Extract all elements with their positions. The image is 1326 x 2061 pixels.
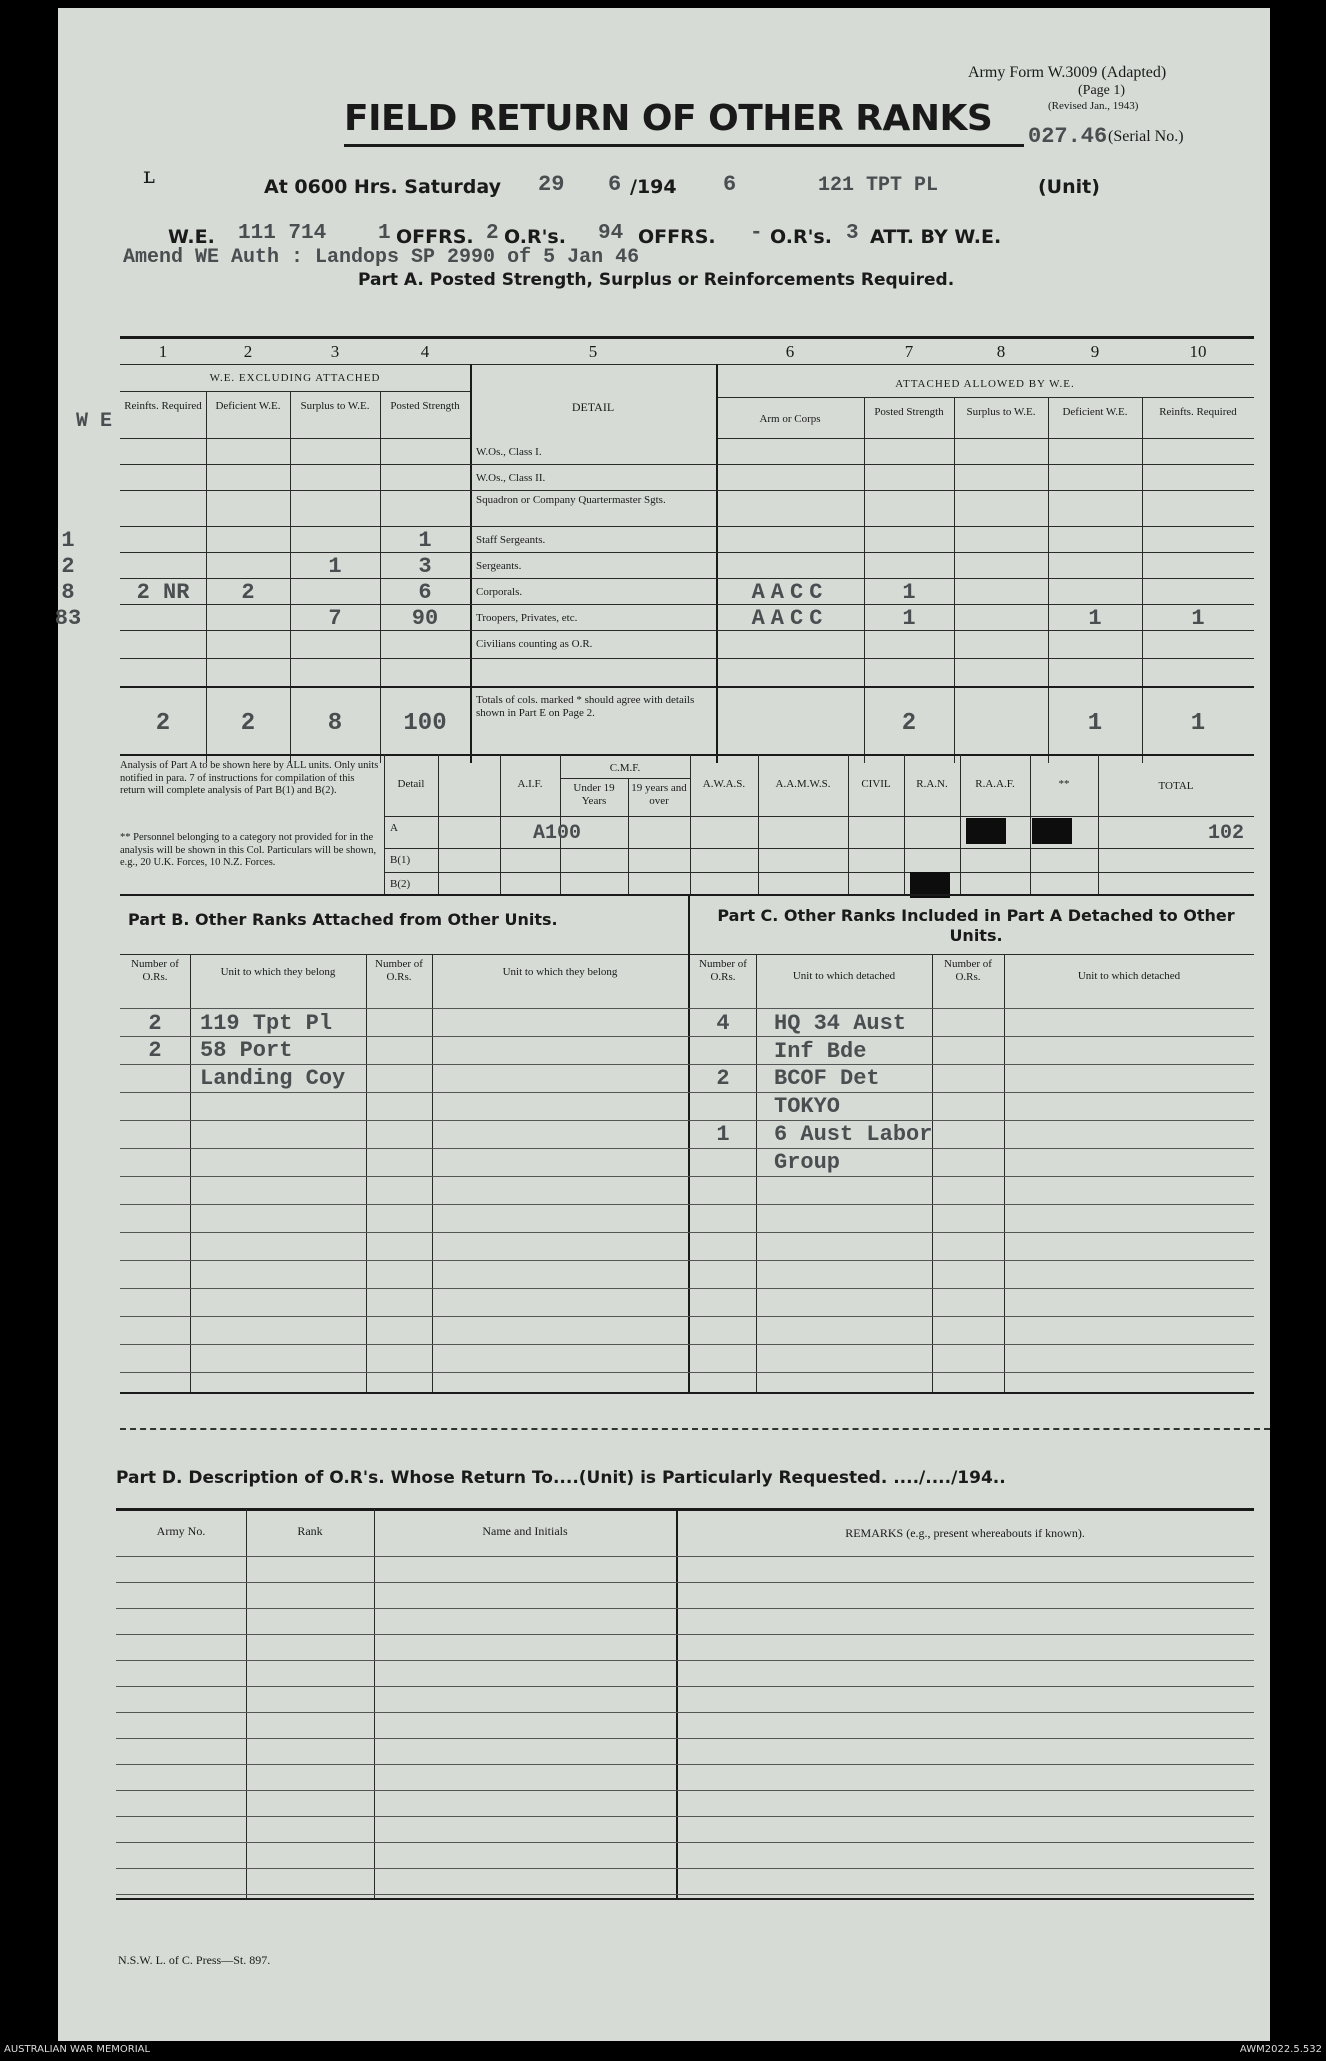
analysis-rule	[384, 848, 1254, 849]
ruled-line	[116, 1634, 1254, 1635]
row-b1-label: B(1)	[390, 854, 411, 866]
grid-line	[1142, 397, 1143, 763]
header-rule-left	[120, 438, 470, 439]
civil-label: CIVIL	[861, 778, 891, 790]
or-label-1: O.R's.	[504, 226, 566, 248]
grid-line	[1030, 754, 1031, 894]
or-value-1: 2	[486, 222, 499, 245]
ruled-line	[120, 1008, 1254, 1009]
perforation	[120, 1428, 1270, 1430]
part-d-bottom-rule	[116, 1898, 1254, 1900]
d-h-remarks: REMARKS (e.g., present whereabouts if known).	[845, 1526, 1085, 1540]
ruled-line	[120, 1288, 1254, 1289]
ruled-line	[116, 1790, 1254, 1791]
row-margin-cell: 8	[61, 580, 75, 605]
part-c-rule	[690, 954, 1254, 955]
row-c3-cell: 7	[328, 606, 342, 631]
ruled-line	[120, 1036, 1254, 1037]
footer-right: AWM2022.5.532	[1239, 2044, 1322, 2055]
ran-label: R.A.N.	[916, 778, 948, 790]
grid-line	[756, 954, 757, 1392]
row-b2-label: B(2)	[390, 878, 411, 890]
row-detail: Staff Sergeants.	[476, 534, 546, 546]
h-arm-corps: Arm or Corps	[759, 413, 821, 425]
row-c6-cell: AACC	[751, 606, 829, 631]
att-value: 3	[846, 222, 859, 245]
ruled-line	[116, 1894, 1254, 1895]
unit-value: 121 TPT PL	[818, 174, 939, 197]
cmf-label: C.M.F.	[609, 762, 641, 774]
analysis-note-2: ** Personnel belonging to a category not provided for in the analysis will be shown in this Col. Particulars will be shown, e.g., 20 U.K. Forces, 10 N.Z. Forces.	[120, 832, 377, 868]
we-value: 111 714	[238, 222, 327, 245]
cmf-rule	[560, 778, 690, 779]
ruled-line	[120, 1260, 1254, 1261]
year-prefix: /194	[630, 176, 677, 198]
grid-line	[1048, 397, 1049, 763]
colnum: 10	[1189, 342, 1207, 361]
h-posted-r: Posted Strength	[874, 406, 944, 418]
grid-line	[904, 754, 905, 894]
colnum: 1	[158, 342, 168, 361]
row-c4-cell: 6	[418, 580, 432, 605]
h-deficient: Deficient W.E.	[215, 400, 281, 412]
c-unit-1: HQ 34 Aust	[774, 1011, 907, 1036]
total-c2: 2	[240, 710, 256, 737]
row-c4-cell: 1	[418, 528, 432, 553]
grid-line	[432, 954, 433, 1392]
row-detail: Troopers, Privates, etc.	[476, 612, 578, 624]
bc-bottom-rule	[120, 1392, 1254, 1394]
ruled-line	[116, 1660, 1254, 1661]
detail-label: Detail	[397, 778, 425, 790]
row-detail: Squadron or Company Quartermaster Sgts.	[476, 494, 666, 506]
raaf-label: R.A.A.F.	[975, 778, 1015, 790]
grid-line	[366, 954, 367, 1392]
form-page: (Page 1)	[1078, 83, 1126, 98]
c-num-3: 2	[716, 1066, 730, 1091]
ruled-line	[120, 1372, 1254, 1373]
a-total-value: 102	[1208, 822, 1245, 845]
grid-line	[848, 754, 849, 894]
ruled-line	[116, 1868, 1254, 1869]
right-group-header: ATTACHED ALLOWED BY W.E.	[895, 378, 1075, 390]
other-label: **	[1058, 778, 1070, 790]
total-c10: 1	[1190, 710, 1206, 737]
grid-line	[206, 391, 207, 763]
row-margin-cell: 83	[54, 606, 82, 631]
c-num-1: 4	[716, 1011, 730, 1036]
row-rule	[120, 464, 1254, 465]
part-a-top-rule	[120, 336, 1254, 339]
h-detail: DETAIL	[571, 400, 615, 414]
row-detail: Sergeants.	[476, 560, 522, 572]
ruled-line	[120, 1092, 1254, 1093]
ruled-line	[120, 1148, 1254, 1149]
year-suffix: 6	[723, 172, 737, 197]
title-underline	[344, 144, 1024, 147]
grid-line	[246, 1508, 247, 1898]
row-c4-cell: 90	[411, 606, 439, 631]
grid-line	[500, 754, 501, 894]
row-c10-cell: 1	[1191, 606, 1205, 631]
grid-line	[190, 954, 191, 1392]
b-h-number: Number of O.Rs.	[131, 958, 179, 983]
colnum: 3	[330, 342, 340, 361]
row-detail: W.Os., Class I.	[476, 446, 542, 458]
ruled-line	[120, 1176, 1254, 1177]
c-unit-3: BCOF Det	[774, 1066, 880, 1091]
part-b-rule	[120, 954, 688, 955]
colnum: 8	[996, 342, 1006, 361]
serial-value: 027.46	[1028, 124, 1108, 149]
ruled-line	[116, 1764, 1254, 1765]
row-detail: Corporals.	[476, 586, 523, 598]
left-group-header: W.E. EXCLUDING ATTACHED	[209, 372, 381, 384]
row-rule	[120, 552, 1254, 553]
ruled-line	[116, 1686, 1254, 1687]
offrs-value-2: 94	[598, 222, 624, 245]
aamws-label: A.A.M.W.S.	[775, 778, 831, 790]
c-unit-6: Group	[774, 1150, 841, 1175]
form-title: FIELD RETURN OF OTHER RANKS	[344, 98, 993, 139]
form-id: Army Form W.3009 (Adapted)	[968, 64, 1167, 81]
b-unit-1: 119 Tpt Pl	[200, 1011, 333, 1036]
b-h-unit-2: Unit to which they belong	[502, 966, 618, 978]
d-h-army: Army No.	[156, 1524, 206, 1538]
month-value: 6	[608, 172, 622, 197]
under19-label: Under 19 Years	[573, 782, 615, 807]
day-value: 29	[538, 172, 565, 197]
colnum: 5	[588, 342, 598, 361]
analysis-rule	[384, 872, 1254, 873]
h-deficient-r: Deficient W.E.	[1062, 406, 1128, 418]
total-c3: 8	[327, 710, 343, 737]
row-c3-cell: 1	[328, 554, 342, 579]
grid-line	[758, 754, 759, 894]
part-a-bottom-rule	[120, 754, 1254, 756]
right-group-rule	[716, 397, 1254, 398]
redaction-block	[966, 818, 1006, 844]
h-reinfts: Reinfts. Required	[124, 400, 202, 412]
total-label: TOTAL	[1158, 780, 1194, 792]
row-margin-cell: 2	[61, 554, 75, 579]
totals-rule	[120, 686, 1254, 688]
ruled-line	[120, 1316, 1254, 1317]
grid-line	[960, 754, 961, 894]
awas-label: A.W.A.S.	[702, 778, 746, 790]
row-c4-cell: 3	[418, 554, 432, 579]
row-margin-cell: 1	[61, 528, 75, 553]
part-c-title: Part C. Other Ranks Included in Part A Detached to Other Units.	[717, 906, 1235, 945]
row-detail: Civilians counting as O.R.	[476, 638, 593, 650]
amend-text: Amend WE Auth : Landops SP 2990 of 5 Jan 46	[123, 246, 640, 269]
ruled-line	[116, 1712, 1254, 1713]
pen-mark: ʟ	[143, 164, 155, 189]
or-value-2: -	[750, 222, 763, 245]
row-c1-cell: 2 NR	[136, 580, 190, 605]
grid-line	[954, 397, 955, 763]
b-unit-2: 58 Port	[200, 1038, 293, 1063]
left-group-rule	[120, 391, 470, 392]
ruled-line	[120, 1120, 1254, 1121]
unit-label: (Unit)	[1038, 176, 1100, 198]
aif-label: A.I.F.	[517, 778, 543, 790]
form-revised: (Revised Jan., 1943)	[1048, 100, 1139, 112]
ruled-line	[116, 1842, 1254, 1843]
a-aif-value: A100	[533, 822, 582, 845]
row-c9-cell: 1	[1088, 606, 1102, 631]
colnum-rule	[120, 364, 1254, 365]
ruled-line	[116, 1582, 1254, 1583]
colnum: 7	[904, 342, 914, 361]
or-label-2: O.R's.	[770, 226, 832, 248]
grid-line	[690, 754, 691, 894]
footer-left: AUSTRALIAN WAR MEMORIAL	[4, 2044, 151, 2055]
h-posted: Posted Strength	[390, 400, 460, 412]
part-b-title: Part B. Other Ranks Attached from Other Units.	[128, 910, 558, 929]
offrs-label-1: OFFRS.	[396, 226, 474, 248]
att-label: ATT. BY W.E.	[870, 226, 1002, 248]
total-c7: 2	[901, 710, 917, 737]
redaction-block	[1032, 818, 1072, 844]
row-detail: W.Os., Class II.	[476, 472, 546, 484]
row-rule	[120, 658, 1254, 659]
part-d-top-rule	[116, 1508, 1254, 1511]
part-a-title: Part A. Posted Strength, Surplus or Reinforcements Required.	[358, 270, 955, 290]
colnum: 4	[420, 342, 430, 361]
archive-footer	[0, 2041, 1326, 2061]
totals-detail: Totals of cols. marked * should agree with details shown in Part E on Page 2.	[476, 694, 695, 719]
row-rule	[120, 526, 1254, 527]
grid-line	[438, 754, 439, 894]
h-surplus-r: Surplus to W.E.	[966, 406, 1036, 418]
row-c7-cell: 1	[902, 580, 916, 605]
grid-line	[374, 1508, 375, 1898]
offrs-label-2: OFFRS.	[638, 226, 716, 248]
total-c9: 1	[1087, 710, 1103, 737]
we-label: W.E.	[168, 226, 215, 248]
ruled-line	[120, 1344, 1254, 1345]
colnum: 2	[243, 342, 253, 361]
part-d-title: Part D. Description of O.R's. Whose Return To....(Unit) is Particularly Requested. ..../..../194..	[116, 1468, 1006, 1488]
ruled-line	[116, 1738, 1254, 1739]
serial-label: (Serial No.)	[1108, 128, 1184, 145]
total-c1: 2	[155, 710, 171, 737]
d-h-name: Name and Initials	[482, 1524, 568, 1538]
c-num-5: 1	[716, 1122, 730, 1147]
b-unit-3: Landing Coy	[200, 1066, 346, 1091]
row-a-label: A	[390, 822, 398, 834]
b-h-unit: Unit to which they belong	[220, 966, 336, 978]
grid-line	[470, 364, 472, 763]
form-sheet	[54, 8, 1270, 2041]
c-unit-4: TOKYO	[774, 1094, 841, 1119]
ruled-line	[120, 1064, 1254, 1065]
printer-imprint: N.S.W. L. of C. Press—St. 897.	[118, 1953, 271, 1967]
total-c4: 100	[403, 710, 447, 737]
c-unit-2: Inf Bde	[774, 1039, 867, 1064]
at-label: At 0600 Hrs. Saturday	[264, 176, 502, 198]
grid-line	[932, 954, 933, 1392]
ruled-line	[120, 1232, 1254, 1233]
h-reinfts-r: Reinfts. Required	[1159, 406, 1237, 418]
c-h-unit: Unit to which detached	[792, 970, 896, 982]
c-h-number-2: Number of O.Rs.	[944, 958, 992, 983]
h-surplus: Surplus to W.E.	[300, 400, 370, 412]
ruled-line	[116, 1816, 1254, 1817]
grid-line	[676, 1508, 678, 1898]
we-margin: W E	[76, 410, 113, 433]
offrs-value-1: 1	[378, 222, 391, 245]
analysis-bottom-rule	[120, 894, 1254, 896]
grid-line	[384, 754, 385, 894]
b-h-number-2: Number of O.Rs.	[375, 958, 423, 983]
analysis-rule	[384, 816, 1254, 817]
header-rule-right	[716, 438, 1254, 439]
analysis-note: Analysis of Part A to be shown here by ALL units. Only units notified in para. 7 of instructions for compilation of this return will complete analysis of Part B(1) and B(2).	[120, 760, 379, 796]
row-rule	[120, 604, 1254, 605]
colnum: 9	[1090, 342, 1100, 361]
c-h-number: Number of O.Rs.	[699, 958, 747, 983]
d-h-rank: Rank	[297, 1524, 323, 1538]
c-h-unit-2: Unit to which detached	[1077, 970, 1181, 982]
c-unit-5: 6 Aust Labor	[774, 1122, 933, 1147]
row-c2-cell: 2	[241, 580, 255, 605]
b-num-2: 2	[148, 1038, 162, 1063]
over19-label: 19 years and over	[631, 782, 687, 807]
row-c6-cell: AACC	[751, 580, 829, 605]
ruled-line	[116, 1556, 1254, 1557]
grid-line	[1098, 754, 1099, 894]
grid-line	[716, 364, 718, 763]
colnum: 6	[785, 342, 795, 361]
ruled-line	[120, 1204, 1254, 1205]
row-rule	[120, 490, 1254, 491]
row-c7-cell: 1	[902, 606, 916, 631]
ruled-line	[116, 1608, 1254, 1609]
b-num-1: 2	[148, 1011, 162, 1036]
grid-line	[1004, 954, 1005, 1392]
